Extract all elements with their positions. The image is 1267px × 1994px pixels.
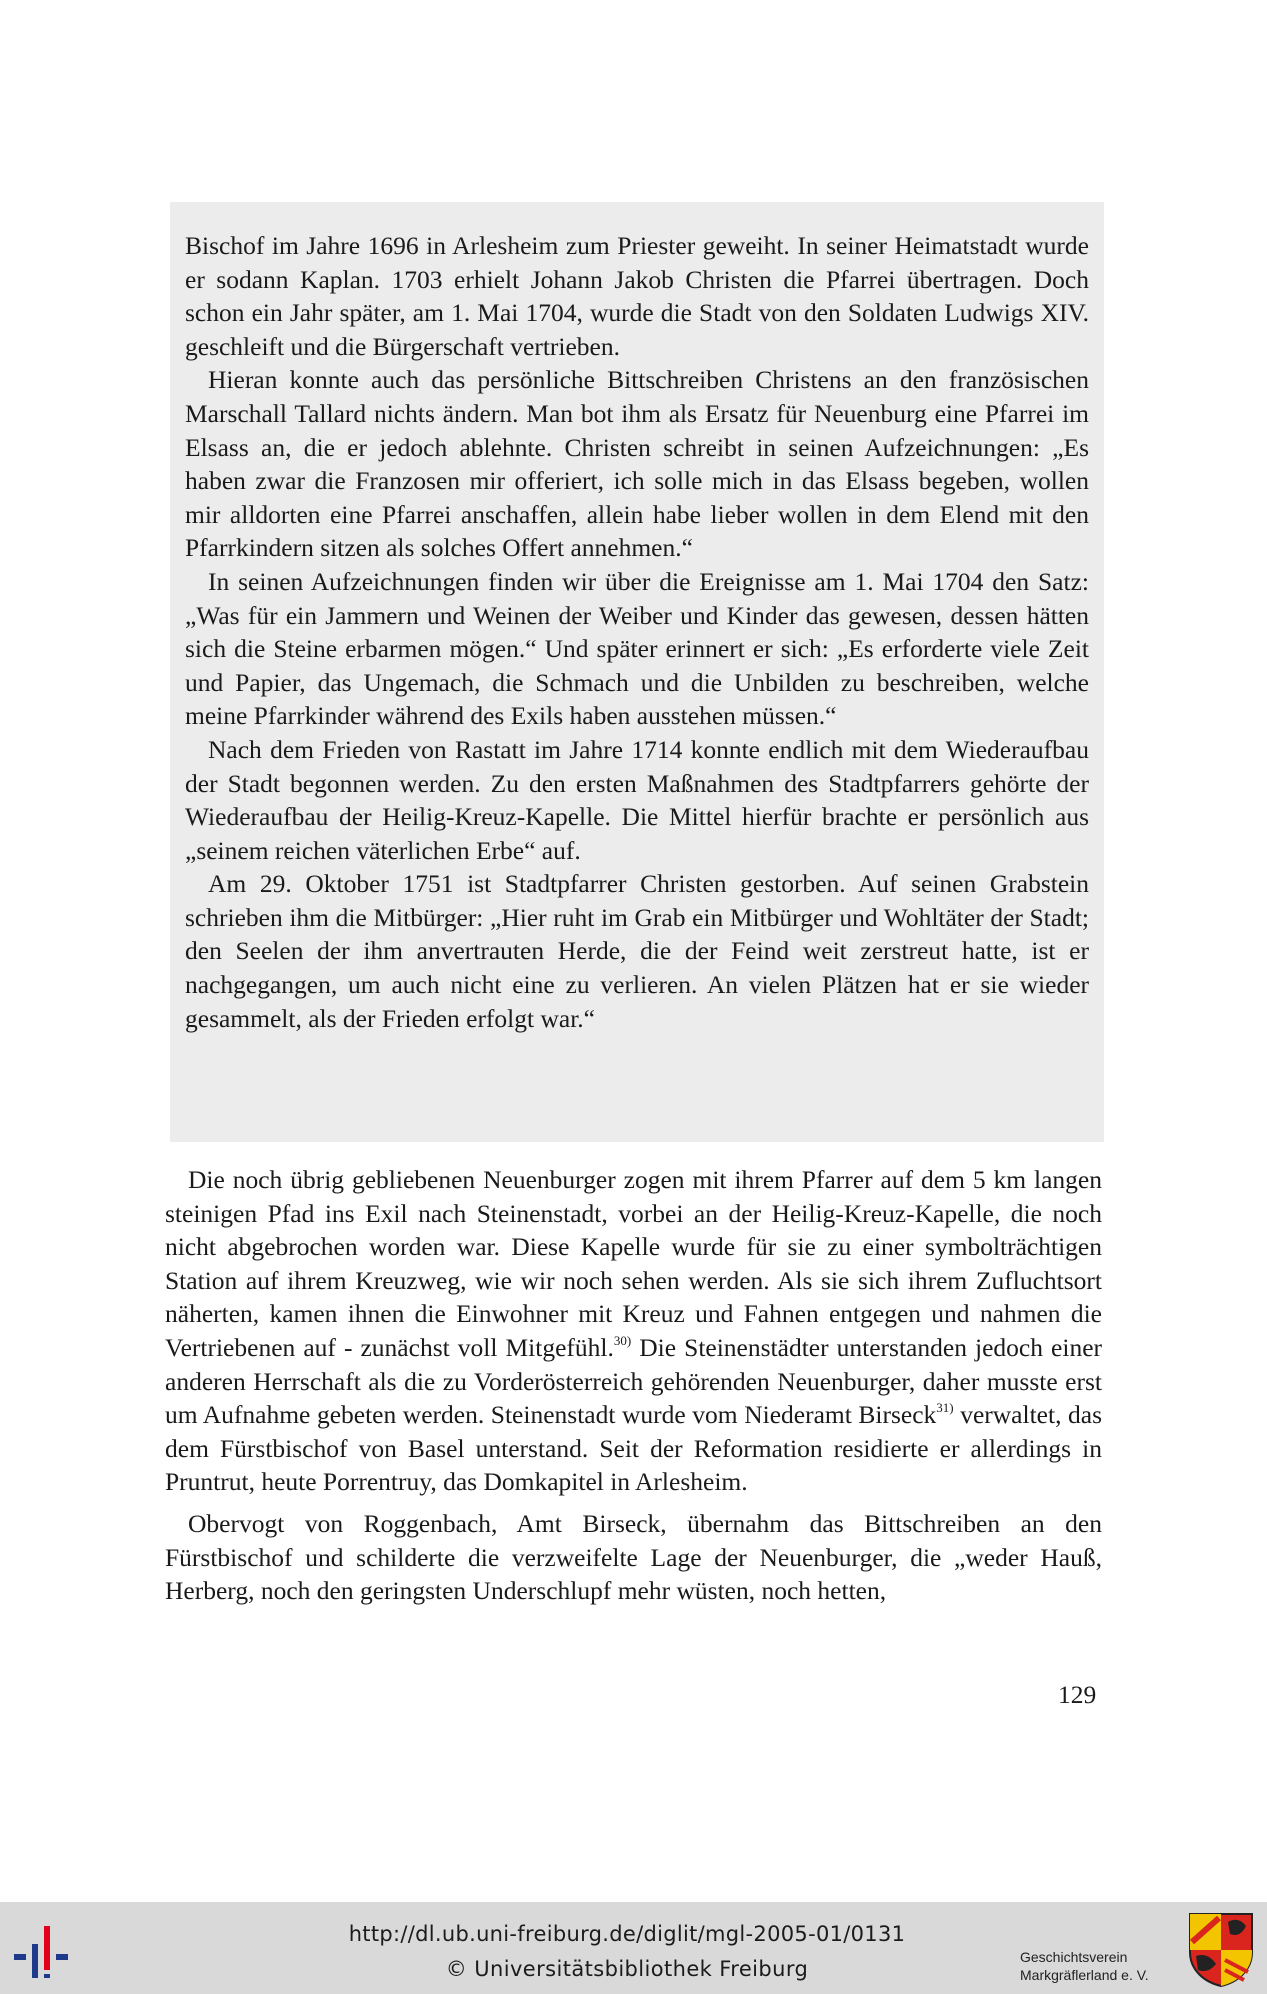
body-paragraph: Obervogt von Roggenbach, Amt Birseck, übernahm das Bittschreiben an den Fürstbischof und schilderte die verzweifelte Lage der Neuenburger, die „weder Hauß, Herberg, noch den geringsten Underschlupf mehr wüsten, noch hetten, xyxy=(165,1508,1102,1606)
main-text xyxy=(165,1163,1102,1608)
boxed-paragraph: In seinen Aufzeichnungen finden wir über die Ereignisse am 1. Mai 1704 den Satz: „Was für ein Jammern und Weinen der Weiber und Kinder das gewesen, dessen hätten sich die Steine erbarmen mögen.“ Und später erinnert er sich: „Es erforderte viele Zeit und Papier, das Ungemach, die Schmach und die Unbilden zu beschreiben, welche meine Pfarrkinder während des Exils haben ausstehen müssen.“ xyxy=(185,566,1089,731)
boxed-paragraph: Nach dem Frieden von Rastatt im Jahre 1714 konnte endlich mit dem Wiederaufbau der Stadt begonnen werden. Zu den ersten Maßnahmen des Stadtpfarrers gehörte der Wiederaufbau der Heilig-Kreuz-Kapelle. Die Mittel hierfür brachte er persönlich aus „seinem reichen väterlichen Erbe“ auf. xyxy=(185,734,1089,865)
body-paragraph xyxy=(165,1163,1102,1499)
society-name-line: Markgräflerland e. V. xyxy=(1020,1967,1149,1983)
page-number: 129 xyxy=(1058,1680,1097,1709)
society-name-line: Geschichtsverein xyxy=(1020,1949,1128,1965)
footer-copyright: © Universitätsbibliothek Freiburg xyxy=(445,1957,809,1981)
footer-url-link[interactable]: http://dl.ub.uni-freiburg.de/diglit/mgl-2005-01/0131 xyxy=(348,1922,906,1946)
body-text-span: Die noch übrig gebliebenen Neuenburger zogen mit ihrem Pfarrer auf dem 5 km langen steinigen Pfad ins Exil nach Steinenstadt, vorbei an der Heilig-Kreuz-Kapelle, die noch nicht abgebrochen worden war. Diese Kapelle wurde für sie zu einer symbolträchtigen Station auf ihrem Kreuzweg, wie wir noch sehen werden. Als sie sich ihrem Zufluchtsort näherten, kamen ihnen die Einwohner mit Kreuz und Fahnen entgegen und nahmen die Vertriebenen auf - zunächst voll Mitgefühl. xyxy=(165,1165,1102,1362)
body-text-span: verwaltet, das dem Fürstbischof von Basel unterstand. Seit der Reformation residierte er allerdings in Pruntrut, heute Porrentruy, das Domkapitel in Arlesheim. xyxy=(165,1400,1103,1497)
boxed-paragraph: Hieran konnte auch das persönliche Bittschreiben Christens an den französischen Marschall Tallard nichts ändern. Man bot ihm als Ersatz für Neuenburg eine Pfarrei im Elsass an, die er jedoch ablehnte. Christen schreibt in seinen Aufzeichnungen: „Es haben zwar die Franzosen mir offeriert, ich solle mich in das Elsass begeben, wollen mir alldorten eine Pfarrei anschaffen, allein habe lieber wollen in dem Elend mit den Pfarrkindern sitzen als solches Offert annehmen.“ xyxy=(185,365,1089,563)
boxed-paragraph: Bischof im Jahre 1696 in Arlesheim zum Priester geweiht. In seiner Heimatstadt wurde er sodann Kaplan. 1703 erhielt Johann Jakob Christen die Pfarrei übertragen. Doch schon ein Jahr später, am 1. Mai 1704, wurde die Stadt von den Soldaten Ludwigs XIV. geschleift und die Bürgerschaft vertrieben. xyxy=(185,231,1089,361)
boxed-quote-section xyxy=(170,202,1104,1142)
footer-bar xyxy=(0,1902,1267,1994)
society-name xyxy=(1020,1948,1149,1984)
ub-freiburg-logo-icon[interactable] xyxy=(14,1922,84,1978)
footnote-ref-30[interactable]: 30) xyxy=(613,1332,632,1348)
footnote-ref-31[interactable]: 31) xyxy=(936,1400,954,1416)
boxed-paragraph: Am 29. Oktober 1751 ist Stadtpfarrer Christen gestorben. Auf seinen Grabstein schrieben ihm die Mitbürger: „Hier ruht im Grab ein Mitbürger und Wohltäter der Stadt; den Seelen der ihm anvertrauten Herde, die der Feind weit zerstreut hatte, ist er nachgegangen, um auch nicht eine zu verlieren. An vielen Plätzen hat er sie wieder gesammelt, als der Frieden erfolgt war.“ xyxy=(185,869,1089,1033)
coat-of-arms-icon[interactable] xyxy=(1188,1912,1254,1988)
body-text-span: Die Steinenstädter unterstanden jedoch einer anderen Herrschaft als die zu Vorderösterreich gehörenden Neuenburger, daher musste erst um Aufnahme gebeten werden. Steinenstadt wurde vom Niederamt Birseck xyxy=(165,1332,1102,1430)
